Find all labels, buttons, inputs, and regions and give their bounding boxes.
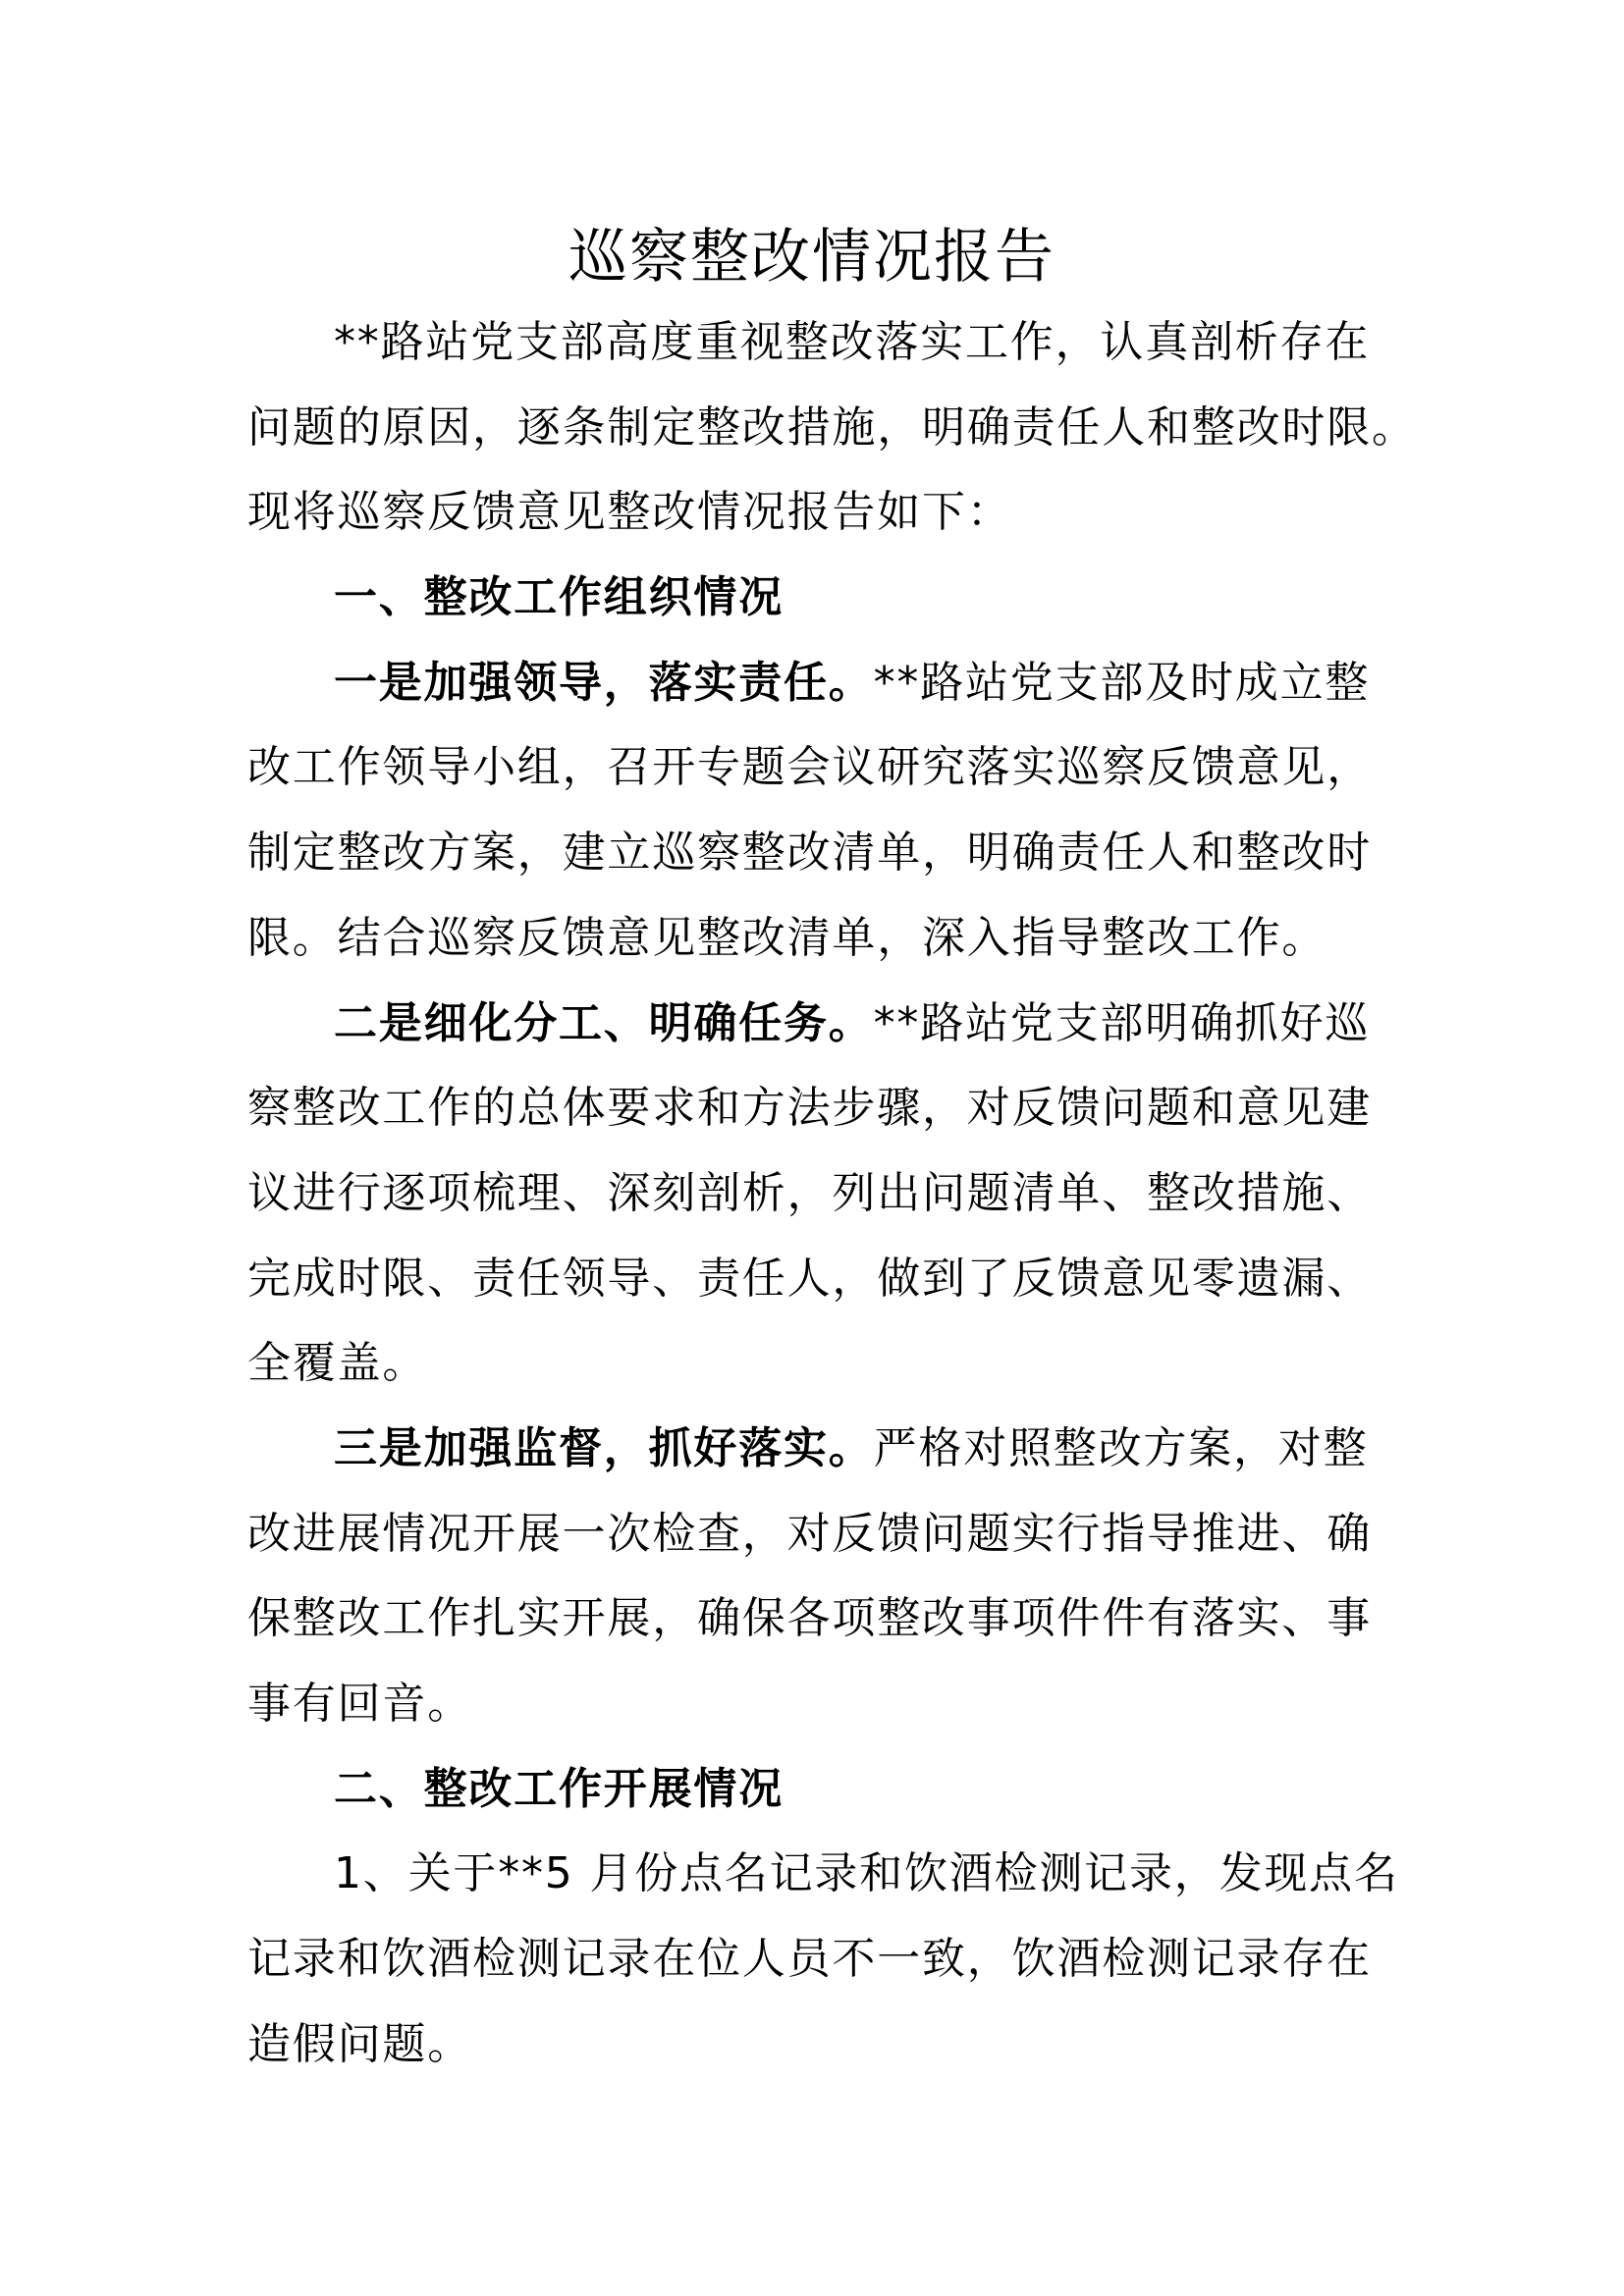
paragraph-line: 现将巡察反馈意见整改情况报告如下： <box>247 487 1012 538</box>
document-body <box>247 312 1417 2099</box>
paragraph-line: 制定整改方案，建立巡察整改清单，明确责任人和整改时 <box>247 828 1372 879</box>
paragraph-line <box>247 993 1371 1079</box>
paragraph-line: 事有回音。 <box>247 1679 472 1729</box>
item-text: 严格对照整改方案，对整 <box>873 1422 1369 1473</box>
paragraph-line: 记录和饮酒检测记录在位人员不一致，饮酒检测记录存在 <box>247 1934 1372 1985</box>
paragraph-line: 造假问题。 <box>247 2018 472 2069</box>
section-heading: 一、整改工作组织情况 <box>334 572 784 623</box>
intro-paragraph <box>247 312 1417 567</box>
document-title: 巡察整改情况报告 <box>568 223 1056 292</box>
paragraph-line: 保整改工作扎实开展，确保各项整改事项件件有落实、事 <box>247 1593 1372 1644</box>
item-lead: 一是加强领导，落实责任。 <box>334 657 874 708</box>
item-text: **路站党支部明确抓好巡 <box>873 997 1371 1048</box>
paragraph-line: 限。结合巡察反馈意见整改清单，深入指导整改工作。 <box>247 912 1327 963</box>
paragraph-line <box>247 1418 1369 1504</box>
paragraph-line: 问题的原因，逐条制定整改措施，明确责任人和整改时限。 <box>247 401 1417 453</box>
item-paragraph <box>247 1843 1399 2099</box>
paragraph-line: 议进行逐项梳理、深刻剖析，列出问题清单、整改措施、 <box>247 1167 1372 1218</box>
item-text: **路站党支部及时成立整 <box>873 657 1371 708</box>
item-paragraph <box>247 993 1372 1418</box>
paragraph-line: 完成时限、责任领导、责任人，做到了反馈意见零遗漏、 <box>247 1253 1372 1304</box>
paragraph-line: 改工作领导小组，召开专题会议研究落实巡察反馈意见， <box>247 742 1372 793</box>
section-organization <box>247 567 1372 1759</box>
item-paragraph <box>247 1418 1372 1759</box>
paragraph-line: 全覆盖。 <box>247 1338 428 1389</box>
paragraph-line: 1、关于**5 月份点名记录和饮酒检测记录，发现点名 <box>334 1848 1399 1899</box>
item-lead: 二是细化分工、明确任务。 <box>334 997 874 1048</box>
item-paragraph <box>247 653 1372 993</box>
item-lead: 三是加强监督，抓好落实。 <box>334 1422 874 1473</box>
paragraph-line: **路站党支部高度重视整改落实工作，认真剖析存在 <box>334 317 1371 367</box>
section-heading: 二、整改工作开展情况 <box>334 1763 784 1814</box>
paragraph-line: 察整改工作的总体要求和方法步骤，对反馈问题和意见建 <box>247 1083 1372 1134</box>
paragraph-line: 改进展情况开展一次检查，对反馈问题实行指导推进、确 <box>247 1508 1372 1559</box>
paragraph-line <box>247 653 1371 738</box>
section-implementation <box>247 1759 1399 2100</box>
